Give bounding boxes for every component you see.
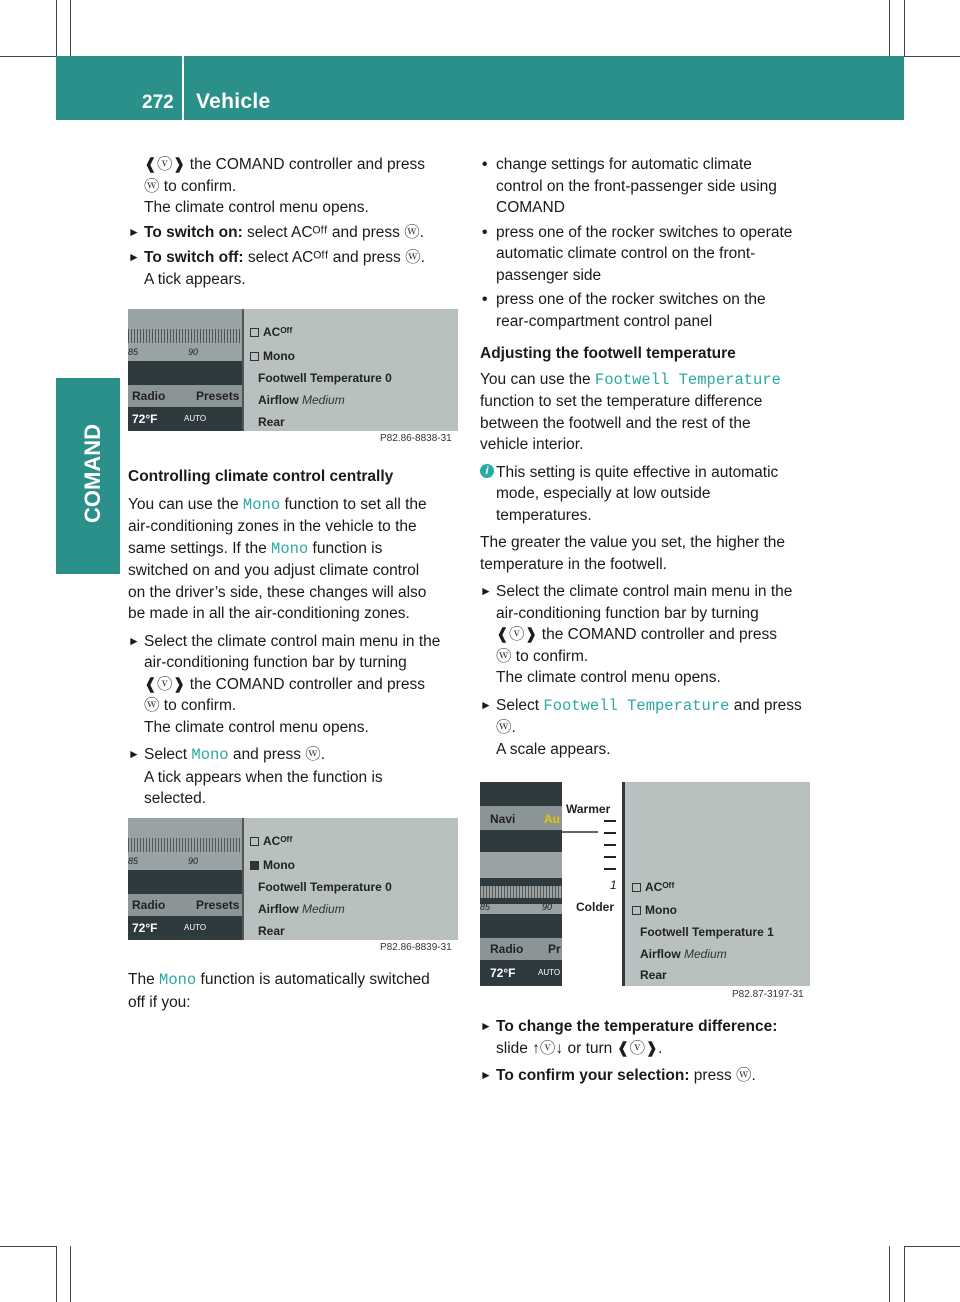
crop-mark <box>904 1246 960 1247</box>
step: ► Select Footwell Temperature and press ⓦ. A scale appears. <box>480 695 816 761</box>
text-line: same settings. If the Mono function is <box>128 539 383 558</box>
step-arrow-icon: ► <box>480 1068 492 1082</box>
step: ► Select Mono and press ⓦ. A tick appears when the function is selected. <box>128 744 462 810</box>
text-line: This setting is quite effective in automatic <box>496 463 779 481</box>
temperature-readout: 72°F <box>490 966 516 980</box>
text-line: ⓦ. <box>496 719 516 736</box>
temperature-readout: 72°F <box>132 412 158 426</box>
menu-item-mono: Mono <box>250 349 295 363</box>
tab-presets: Presets <box>196 898 240 912</box>
crop-mark <box>904 56 960 57</box>
menu-item-footwell: Footwell Temperature 0 <box>258 880 392 894</box>
tab-audio: Au <box>544 812 560 826</box>
page-number: 272 <box>142 92 174 113</box>
step <box>480 1016 816 1059</box>
step-label: To switch off: <box>144 249 244 266</box>
step <box>480 581 816 689</box>
figure-caption: P82.86-8839-31 <box>380 942 452 953</box>
bullet-item: • press one of the rocker switches to operate automatic climate control on the front- passenger side <box>480 222 816 287</box>
menu-item-footwell: Footwell Temperature 0 <box>258 371 392 385</box>
tick-label: 90 <box>188 856 199 866</box>
text-line: switched on and you adjust climate control <box>128 562 420 579</box>
menu-item-rear: Rear <box>640 968 667 982</box>
page-header <box>56 56 904 120</box>
text-line: A scale appears. <box>496 740 611 758</box>
crop-mark <box>889 1246 890 1302</box>
text-line: passenger side <box>496 266 602 284</box>
text-line: ❰ⓥ❱ the COMAND controller and press <box>496 626 777 643</box>
crop-mark <box>0 56 56 57</box>
text-line: function to set the temperature difference <box>480 393 763 410</box>
section-heading: Adjusting the footwell temperature <box>480 345 736 362</box>
left-column <box>128 154 462 290</box>
step-switch-off <box>128 247 462 290</box>
menu-item-airflow: Airflow Medium <box>258 393 345 407</box>
text-line: The climate control menu opens. <box>496 669 721 686</box>
text-line: rear-compartment control panel <box>496 312 713 330</box>
text-line: A tick appears when the function is <box>144 768 383 786</box>
text-line: press one of the rocker switches to operate <box>496 223 793 241</box>
bullet-item: • press one of the rocker switches on the rear-compartment control panel <box>480 289 816 332</box>
text-line: press one of the rocker switches on the <box>496 291 766 308</box>
step-arrow-icon: ► <box>480 697 492 712</box>
section-title: Vehicle <box>196 90 271 113</box>
text-line: ❰ⓥ❱ the COMAND controller and press <box>144 156 425 173</box>
scale-value: 1 <box>610 878 617 892</box>
text-line: on the driver’s side, these changes will also <box>128 583 427 601</box>
step-switch-on <box>128 222 462 244</box>
left-column-body <box>128 466 462 810</box>
step-label: To change the temperature difference: <box>496 1018 778 1035</box>
menu-item-rear: Rear <box>258 924 285 938</box>
text-line: slide ↑ⓥ↓ or turn ❰ⓥ❱. <box>496 1039 663 1057</box>
tick-label: 85 <box>128 856 139 866</box>
menu-item-rear: Rear <box>258 415 285 429</box>
text-line: air-conditioning function bar by turning <box>496 604 759 622</box>
frequency-scale <box>128 329 242 343</box>
auto-indicator: AUTO <box>184 414 207 423</box>
tick-label: 85 <box>480 902 491 912</box>
crop-mark <box>889 0 890 56</box>
menu-item-mono: Mono <box>632 903 677 917</box>
step-arrow-icon: ► <box>480 1019 492 1033</box>
temperature-readout: 72°F <box>132 921 158 935</box>
menu-item-airflow: Airflow Medium <box>258 902 345 916</box>
crop-mark <box>56 1246 57 1302</box>
tick-label: 85 <box>128 347 139 357</box>
auto-indicator: AUTO <box>538 968 561 977</box>
text-line: selected. <box>144 790 207 807</box>
crop-mark <box>56 0 57 56</box>
step-label: To switch on: <box>144 223 243 241</box>
bullet-item: • change settings for automatic climate control on the front-passenger side using COMAND <box>480 154 816 219</box>
figure-caption: P82.86-8838-31 <box>380 433 452 444</box>
text-line: control on the front-passenger side using <box>496 177 777 195</box>
text-line: A tick appears. <box>144 270 246 288</box>
text-line: vehicle interior. <box>480 436 584 453</box>
step-arrow-icon: ► <box>480 584 492 598</box>
text-line: The greater the value you set, the higher the <box>480 534 786 551</box>
info-note <box>480 462 816 527</box>
crop-mark <box>0 1246 56 1247</box>
temperature-scale-panel <box>562 782 622 986</box>
crop-mark <box>70 0 71 56</box>
crop-mark <box>904 1246 905 1302</box>
text-line: change settings for automatic climate <box>496 156 752 173</box>
crop-mark <box>904 0 905 56</box>
screenshot-figure-2 <box>128 818 458 940</box>
menu-item-ac-off: ACᴼᶠᶠ <box>632 880 674 894</box>
section-heading: Controlling climate control centrally <box>128 468 394 485</box>
figure-caption: P82.87-3197-31 <box>732 989 804 1000</box>
text-line: be made in all the air-conditioning zones. <box>128 605 410 622</box>
tab-radio: Radio <box>132 389 166 403</box>
menu-item-footwell: Footwell Temperature 1 <box>640 925 774 939</box>
step-arrow-icon: ► <box>128 633 140 648</box>
text-line: ⓦ to confirm. <box>144 697 237 714</box>
screenshot-figure-3 <box>480 782 810 986</box>
step <box>128 631 462 739</box>
text-line: temperatures. <box>496 506 592 524</box>
left-column-footer <box>128 969 462 1013</box>
intro-step <box>128 154 462 219</box>
text-line: Select the climate control main menu in the <box>496 583 793 600</box>
right-column-footer <box>480 1016 816 1087</box>
text-line: ⓦ to confirm. <box>496 647 589 665</box>
side-tab-label: COMAND <box>80 424 105 524</box>
text-line: mode, especially at low outside <box>496 485 711 502</box>
text-line: automatic climate control on the front- <box>496 245 756 262</box>
warmer-label: Warmer <box>566 802 611 816</box>
tab-presets: Presets <box>196 389 240 403</box>
paragraph: The Mono function is automatically switched <box>128 971 430 989</box>
side-tab <box>56 378 120 574</box>
colder-label: Colder <box>576 900 615 914</box>
crop-mark <box>70 1246 71 1302</box>
text-line: select ACᴼᶠᶠ and press ⓦ. <box>242 223 425 241</box>
tick-label: 90 <box>188 347 199 357</box>
screenshot-figure-1 <box>128 309 458 431</box>
text-line: ⓦ to confirm. <box>144 177 237 195</box>
tick-label: 90 <box>542 902 553 912</box>
text-line: air-conditioning function bar by turning <box>144 654 407 671</box>
auto-indicator: AUTO <box>184 923 207 932</box>
step-arrow-icon: ► <box>128 224 140 239</box>
text-line: COMAND <box>496 199 565 216</box>
text-line: temperature in the footwell. <box>480 555 667 573</box>
step-arrow-icon: ► <box>128 250 140 264</box>
text-line: ❰ⓥ❱ the COMAND controller and press <box>144 675 425 693</box>
text-line: off if you: <box>128 993 191 1011</box>
right-column <box>480 154 816 760</box>
paragraph: You can use the Footwell Temperature <box>480 370 781 389</box>
text-line: between the footwell and the rest of the <box>480 414 751 432</box>
menu-item-airflow: Airflow Medium <box>640 947 727 961</box>
menu-item-mono: Mono <box>250 858 295 872</box>
step-arrow-icon: ► <box>128 747 140 761</box>
tab-radio: Radio <box>490 942 524 956</box>
paragraph: You can use the Mono function to set all the <box>128 495 427 514</box>
step: ► To confirm your selection: press ⓦ. <box>480 1065 816 1087</box>
info-icon: i <box>480 464 494 478</box>
tab-presets: Pr <box>548 942 561 956</box>
header-divider <box>182 56 184 120</box>
text-line: air-conditioning zones in the vehicle to the <box>128 518 417 535</box>
menu-item-ac-off: ACᴼᶠᶠ <box>250 834 292 848</box>
text-line: Select the climate control main menu in the <box>144 632 441 650</box>
tab-radio: Radio <box>132 898 166 912</box>
text-line: The climate control menu opens. <box>144 199 369 216</box>
text-line: The climate control menu opens. <box>144 718 369 736</box>
menu-item-ac-off: ACᴼᶠᶠ <box>250 325 292 339</box>
tab-navi: Navi <box>490 812 516 826</box>
text-line: select ACᴼᶠᶠ and press ⓦ. <box>243 249 425 266</box>
